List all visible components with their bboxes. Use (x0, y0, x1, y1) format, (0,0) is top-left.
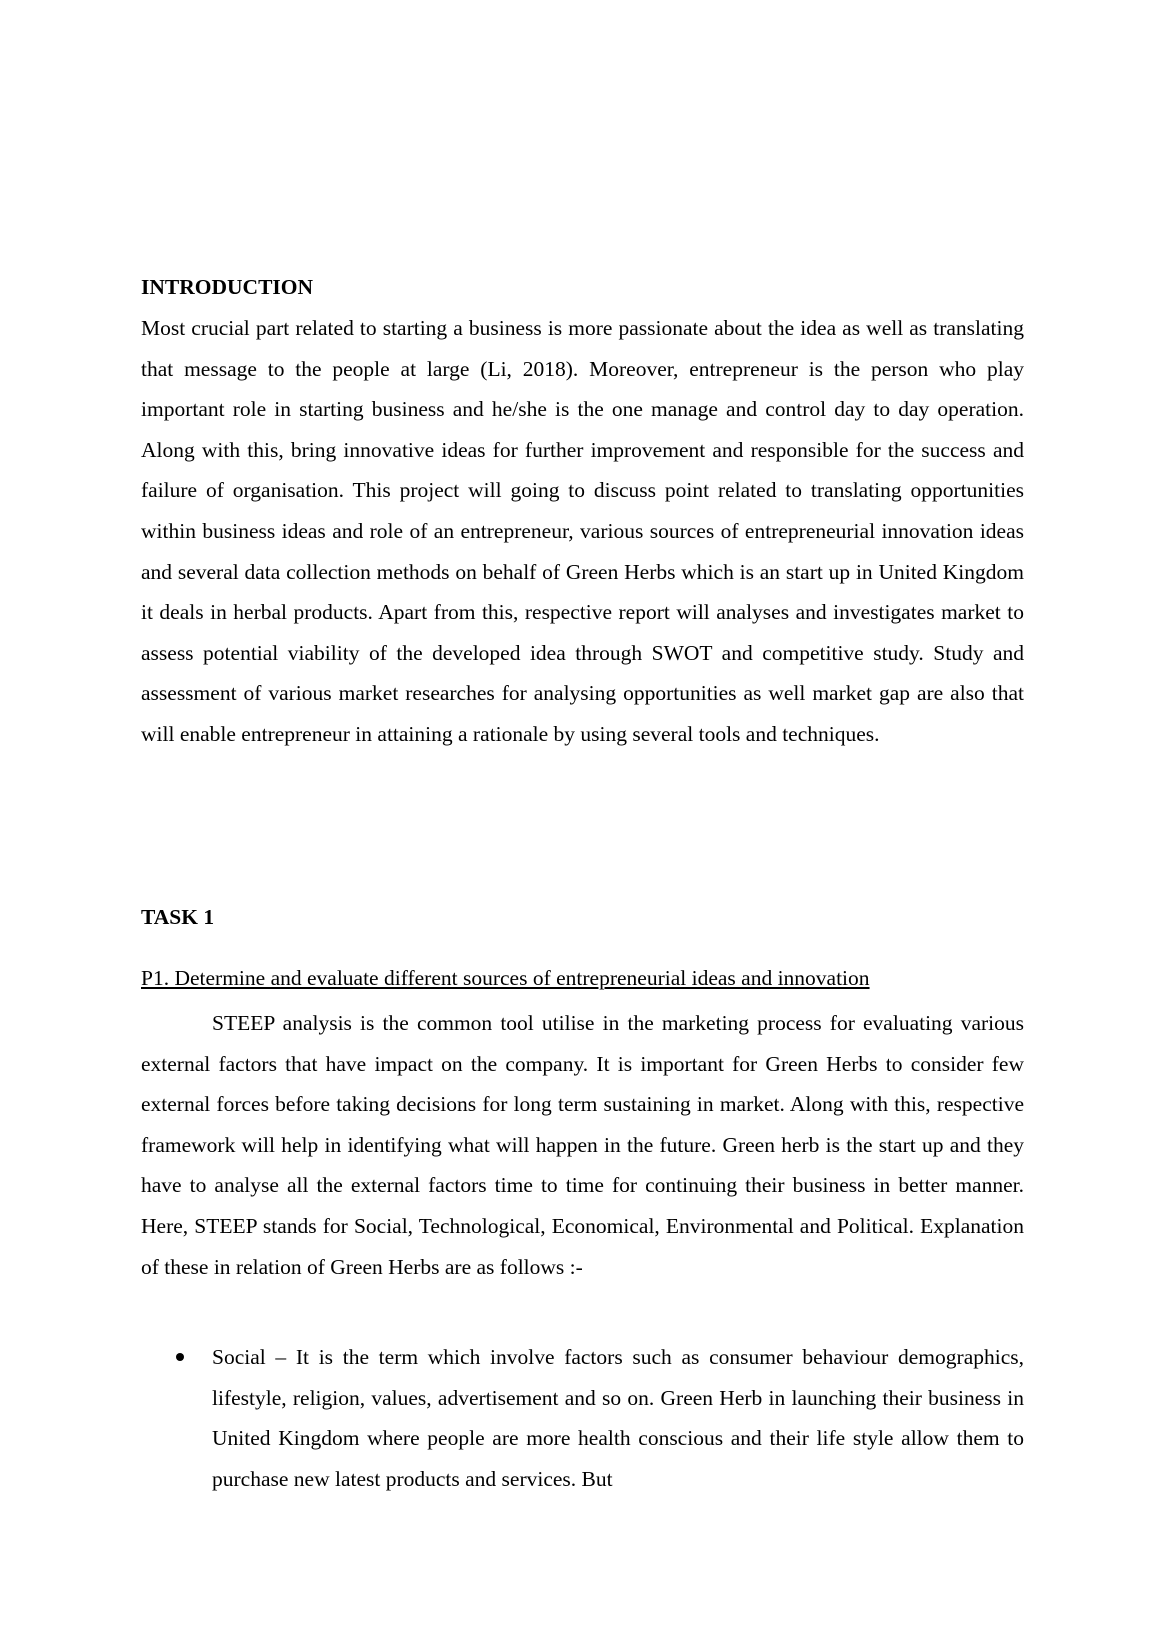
steep-analysis-paragraph: STEEP analysis is the common tool utilise in the marketing process for evaluating various external factors that have impact on the company. It is important for Green Herbs to consider few external forces before taking decisions for long term sustaining in market. Along with this, respective framework will help in identifying what will happen in the future. Green herb is the start up and they have to analyse all the external factors time to time for continuing their business in better manner. Here, STEEP stands for Social, Technological, Economical, Environmental and Political. Explanation of these in relation of Green Herbs are as follows :- (141, 1011, 1024, 1279)
list-item (141, 1337, 1024, 1499)
task-1-heading: TASK 1 (141, 905, 215, 929)
bullet-icon (176, 1353, 184, 1361)
introduction-heading: INTRODUCTION (141, 275, 314, 299)
p1-subheading: P1. Determine and evaluate different sources of entrepreneurial ideas and innovation (141, 966, 870, 990)
steep-factor-list (141, 1337, 1024, 1499)
social-factor-text: Social – It is the term which involve factors such as consumer behaviour demographics, lifestyle, religion, values, advertisement and so on. Green Herb in launching their business in United Kingdom where people are more health conscious and their life style allow them to purchase new latest products and services. But (212, 1345, 1024, 1491)
introduction-paragraph: Most crucial part related to starting a business is more passionate about the idea as well as translating that message to the people at large (Li, 2018). Moreover, entrepreneur is the person who play important role in starting business and he/she is the one manage and control day to day operation. Along with this, bring innovative ideas for further improvement and responsible for the success and failure of organisation. This project will going to discuss point related to translating opportunities within business ideas and role of an entrepreneur, various sources of entrepreneurial innovation ideas and several data collection methods on behalf of Green Herbs which is an start up in United Kingdom it deals in herbal products. Apart from this, respective report will analyses and investigates market to assess potential viability of the developed idea through SWOT and competitive study. Study and assessment of various market researches for analysing opportunities as well market gap are also that will enable entrepreneur in attaining a rationale by using several tools and techniques. (141, 316, 1024, 746)
